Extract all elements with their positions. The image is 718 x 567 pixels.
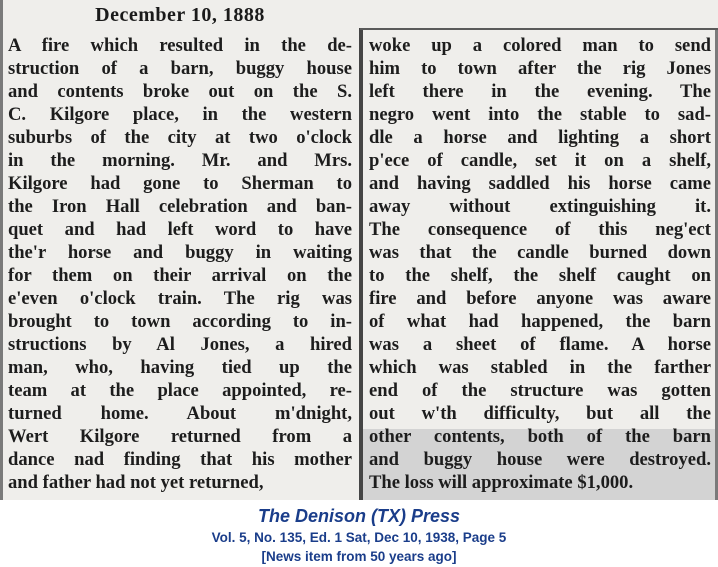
article-line: and buggy house were destroyed. <box>369 449 711 470</box>
article-line: for them on their arrival on the <box>8 265 352 286</box>
item-note: [News item from 50 years ago] <box>261 549 457 564</box>
article-line: turned home. About m'dnight, <box>8 403 352 424</box>
article-line: out w'th difficulty, but all the <box>369 403 711 424</box>
article-line: in the morning. Mr. and Mrs. <box>8 150 352 171</box>
article-line: to the shelf, the shelf caught on <box>369 265 711 286</box>
article-line: the'r horse and buggy in waiting <box>8 242 352 263</box>
article-line: negro went into the stable to sad- <box>369 104 711 125</box>
article-line: of what had happened, the barn <box>369 311 711 332</box>
article-line: away without extinguishing it. <box>369 196 711 217</box>
article-line: was that the candle burned down <box>369 242 711 263</box>
article-line: left there in the evening. The <box>369 81 711 102</box>
article-line: The loss will approximate $1,000. <box>369 472 634 493</box>
right-column <box>363 0 718 500</box>
article-line: Kilgore had gone to Sherman to <box>8 173 352 194</box>
article-line: him to town after the rig Jones <box>369 58 711 79</box>
article-line: p'ece of candle, set it on a shelf, <box>369 150 711 171</box>
article-line: dance nad finding that his mother <box>8 449 352 470</box>
article-line: struction of a barn, buggy house <box>8 58 352 79</box>
article-line: and having saddled his horse came <box>369 173 711 194</box>
article-line: and contents broke out on the S. <box>8 81 352 102</box>
article-line: which was stabled in the farther <box>369 357 711 378</box>
article-line: dle a horse and lighting a short <box>369 127 711 148</box>
article-line: team at the place appointed, re- <box>8 380 352 401</box>
publication-title: The Denison (TX) Press <box>257 506 461 526</box>
article-line: structions by Al Jones, a hired <box>8 334 352 355</box>
article-line: woke up a colored man to send <box>369 35 711 56</box>
article-line: The consequence of this neg'ect <box>369 219 711 240</box>
article-line: other contents, both of the barn <box>369 426 711 447</box>
article-line: suburbs of the city at two o'clock <box>8 127 352 148</box>
article-line: C. Kilgore place, in the western <box>8 104 352 125</box>
article-line: quet and had left word to have <box>8 219 352 240</box>
article-dateline: December 10, 1888 <box>95 4 265 26</box>
article-line: the Iron Hall celebration and ban- <box>8 196 352 217</box>
article-line: and father had not yet returned, <box>8 472 264 493</box>
article-line: A fire which resulted in the de- <box>8 35 352 56</box>
left-column <box>0 0 360 500</box>
article-line: e'even o'clock train. The rig was <box>8 288 352 309</box>
issue-info: Vol. 5, No. 135, Ed. 1 Sat, Dec 10, 1938, Page 5 <box>211 530 507 545</box>
article-line: end of the structure was gotten <box>369 380 711 401</box>
article-line: fire and before anyone was aware <box>369 288 711 309</box>
article-line: brought to town according to in- <box>8 311 352 332</box>
article-line: man, who, having tied up the <box>8 357 352 378</box>
article-line: was a sheet of flame. A horse <box>369 334 711 355</box>
article-line: Wert Kilgore returned from a <box>8 426 352 447</box>
